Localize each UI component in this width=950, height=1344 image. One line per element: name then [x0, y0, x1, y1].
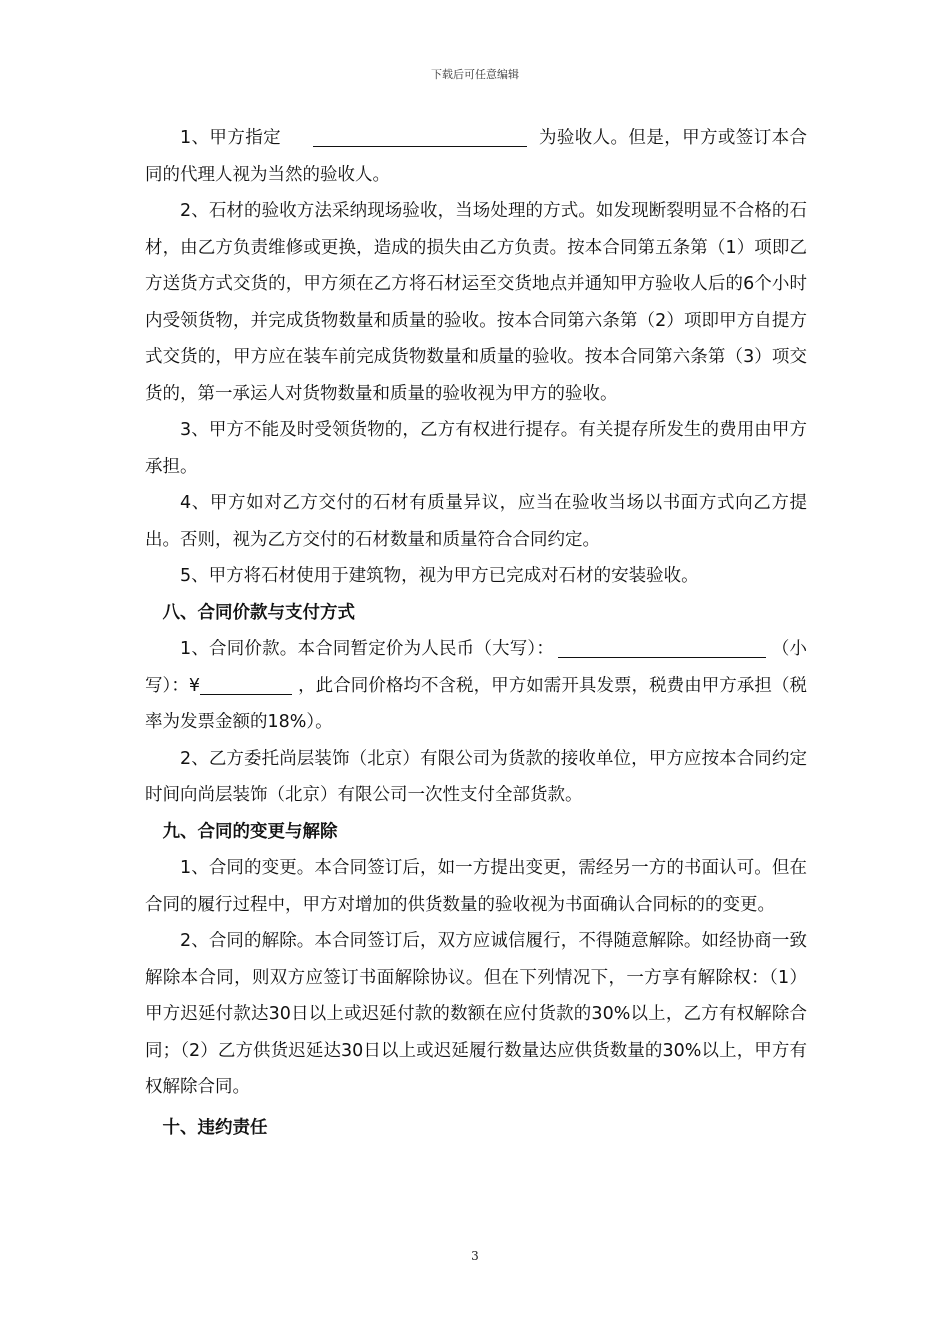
clause-7-4: 4、甲方如对乙方交付的石材有质量异议，应当在验收当场以书面方式向乙方提出。否则，视为乙方交付的石材数量和质量符合合同约定。: [145, 493, 807, 550]
page-number: 3: [471, 1249, 479, 1263]
section-9-title: 九、合同的变更与解除: [162, 821, 338, 842]
clause-7-1: [145, 120, 807, 193]
clause-7-1-prefix: 1、甲方指定: [180, 128, 282, 148]
clause-8-2: 2、乙方委托尚层装饰（北京）有限公司为货款的接收单位，甲方应按本合同约定时间向尚层装饰（北京）有限公司一次性支付全部货款。: [145, 748, 807, 805]
clause-8-1-text-b: （小写）：¥: [145, 639, 808, 696]
clause-7-1-suffix: 为验收人。但是，甲方或签订本合同的代理人视为当然的验收人。: [145, 128, 807, 185]
section-8-title: 八、合同价款与支付方式: [162, 602, 355, 623]
clause-8-1-text-a: 1、合同价款。本合同暂定价为人民币（大写）：: [180, 639, 555, 659]
price-number-blank-line: [200, 674, 292, 695]
clause-9-2: 2、合同的解除。本合同签订后，双方应诚信履行，不得随意解除。如经协商一致解除本合同，则双方应签订书面解除协议。但在下列情况下，一方享有解除权：（1）甲方迟延付款达30日以上或迟延付款的数额在应付货款的30%以上，乙方有权解除合同；（2）乙方供货迟延达30日以上或迟延履行数量达应供货数量的30%以上，甲方有权解除合同。: [145, 931, 807, 1097]
page-header-note: 下载后可任意编辑: [431, 68, 519, 81]
price-capital-blank-line: [558, 637, 766, 658]
clause-7-3: 3、甲方不能及时受领货物的，乙方有权进行提存。有关提存所发生的费用由甲方承担。: [145, 420, 807, 477]
contract-body: [145, 120, 807, 1146]
inspector-blank-line: [313, 126, 527, 147]
clause-8-1-text-c: ，此合同价格均不含税，甲方如需开具发票，税费由甲方承担（税率为发票金额的18%）。: [145, 675, 808, 732]
clause-7-2: 2、石材的验收方法采纳现场验收，当场处理的方式。如发现断裂明显不合格的石材，由乙方负责维修或更换，造成的损失由乙方负责。按本合同第五条第（1）项即乙方送货方式交货的，甲方须在乙方将石材运至交货地点并通知甲方验收人后的6个小时内受领货物，并完成货物数量和质量的验收。按本合同第六条第（2）项即甲方自提方式交货的，甲方应在装车前完成货物数量和质量的验收。按本合同第六条第（3）项交货的，第一承运人对货物数量和质量的验收视为甲方的验收。: [145, 201, 807, 404]
section-10-title: 十、违约责任: [162, 1117, 268, 1138]
clause-8-1: [145, 631, 807, 741]
clause-9-1: 1、合同的变更。本合同签订后，如一方提出变更，需经另一方的书面认可。但在合同的履行过程中，甲方对增加的供货数量的验收视为书面确认合同标的的变更。: [145, 858, 807, 915]
clause-7-5: 5、甲方将石材使用于建筑物，视为甲方已完成对石材的安装验收。: [180, 566, 699, 586]
